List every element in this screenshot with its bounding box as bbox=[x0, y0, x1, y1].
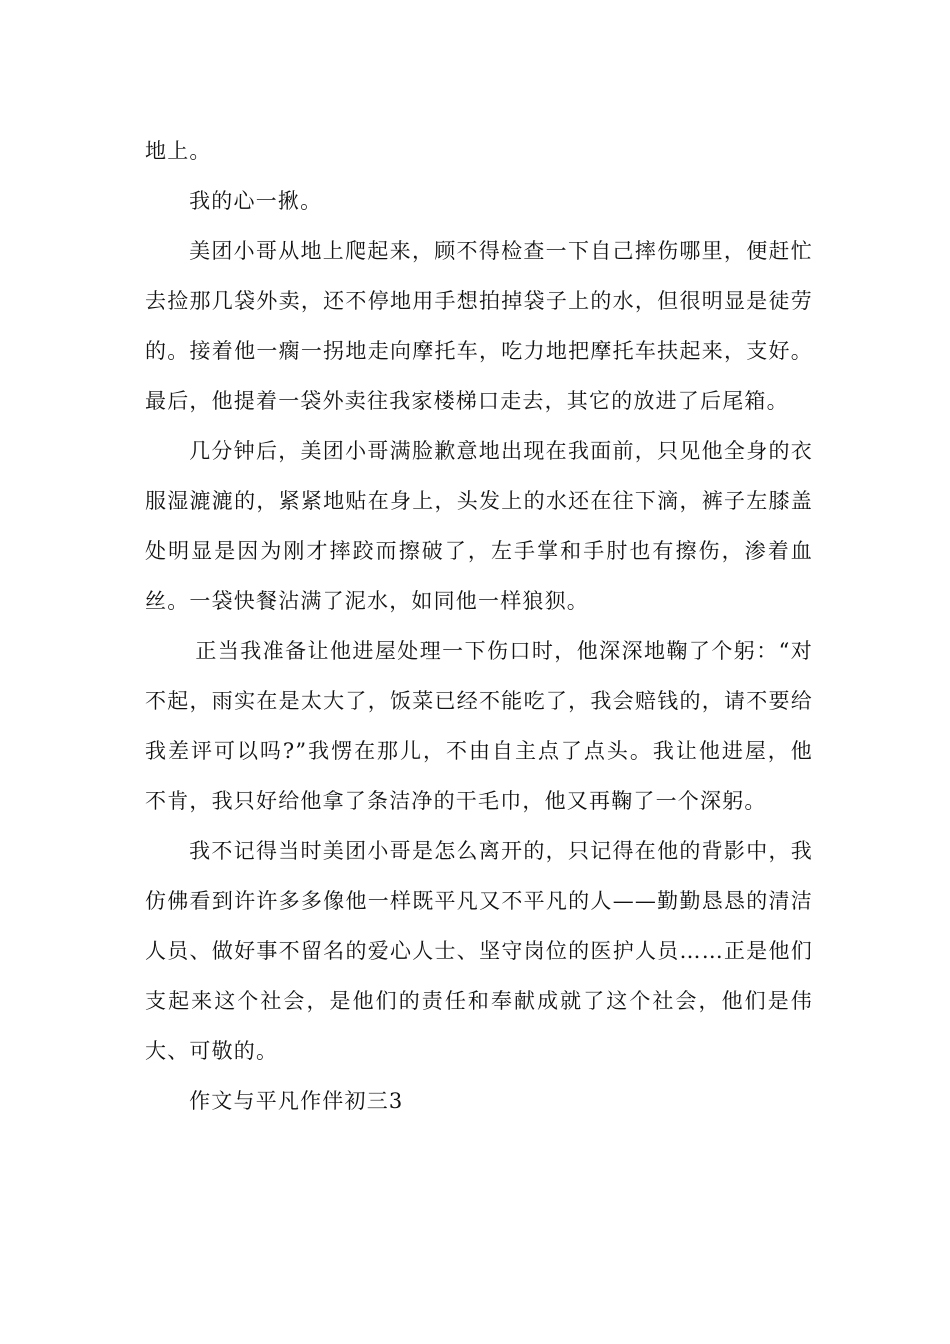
paragraph-continuation: 地上。 bbox=[145, 139, 212, 163]
paragraph: 美团小哥从地上爬起来，顾不得检查一下自己摔伤哪里，便赶忙去捡那几袋外卖，还不停地用手想拍掉袋子上的水，但很明显是徒劳的。接着他一瘸一拐地走向摩托车，吃力地把摩托车扶起来，支好。最后，他提着一袋外卖往我家楼梯口走去，其它的放进了后尾箱。 bbox=[145, 239, 813, 413]
document-body bbox=[145, 126, 813, 1126]
paragraph: 我的心一揪。 bbox=[189, 189, 323, 213]
paragraph: 几分钟后，美团小哥满脸歉意地出现在我面前，只见他全身的衣服湿漉漉的，紧紧地贴在身上，头发上的水还在往下滴，裤子左膝盖处明显是因为刚才摔跤而擦破了，左手掌和手肘也有擦伤，渗着血丝。一袋快餐沾满了泥水，如同他一样狼狈。 bbox=[145, 439, 813, 613]
paragraph: 正当我准备让他进屋处理一下伤口时，他深深地鞠了个躬：“对不起，雨实在是太大了，饭菜已经不能吃了，我会赔钱的，请不要给我差评可以吗?”我愣在那儿，不由自主点了点头。我让他进屋，他不肯，我只好给他拿了条洁净的干毛巾，他又再鞠了一个深躬。 bbox=[145, 639, 813, 813]
paragraph: 我不记得当时美团小哥是怎么离开的，只记得在他的背影中，我仿佛看到许许多多像他一样既平凡又不平凡的人——勤勤恳恳的清洁人员、做好事不留名的爱心人士、坚守岗位的医护人员……正是他们支起来这个社会，是他们的责任和奉献成就了这个社会，他们是伟大、可敬的。 bbox=[145, 839, 813, 1063]
section-title: 作文与平凡作伴初三3 bbox=[189, 1089, 404, 1113]
